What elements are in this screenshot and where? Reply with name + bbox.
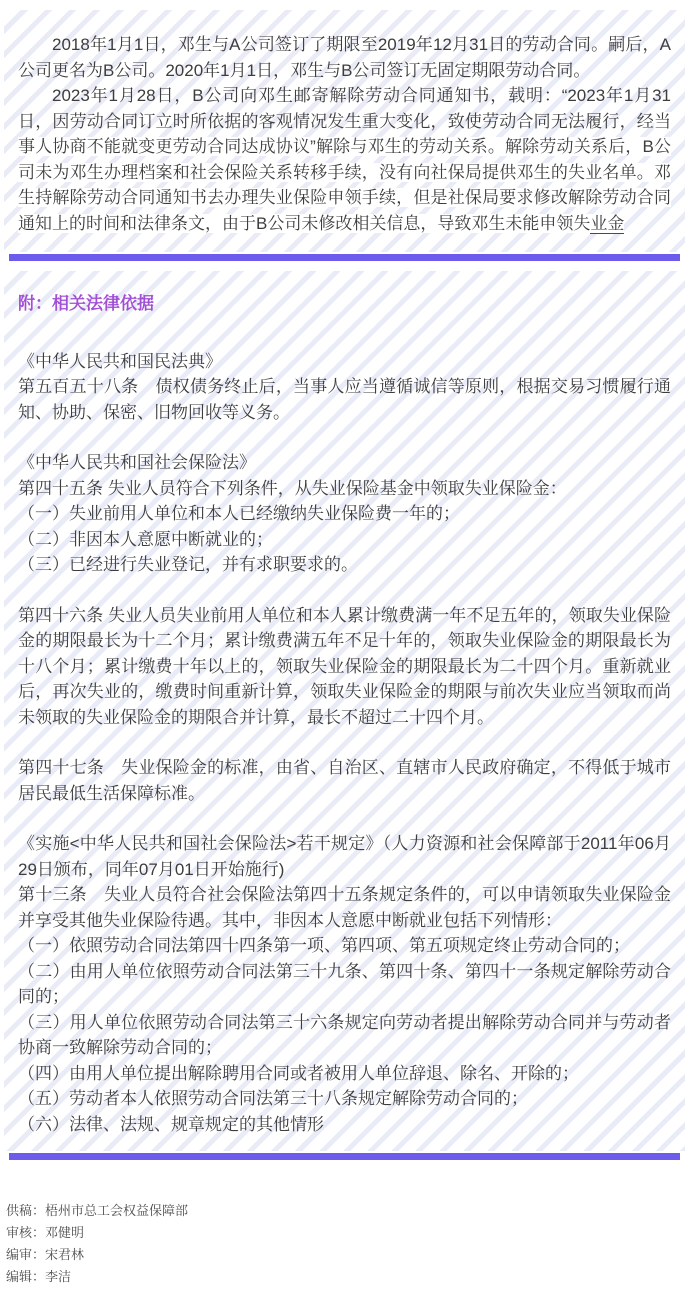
law-title-social-insurance: 《中华人民共和国社会保险法》: [18, 453, 256, 472]
law-title-civil-code: 《中华人民共和国民法典》: [18, 351, 222, 371]
legal-paragraph: 第十三条 失业人员符合社会保险法第四十五条规定条件的，可以申请领取失业保险金并享受其他失业保险待遇。其中，非因本人意愿中断就业包括下列情形：: [18, 885, 671, 930]
credit-line-editor: 编辑：李洁: [6, 1269, 72, 1284]
section-divider-bar-top: [9, 254, 680, 261]
case-paragraph-2-text: 2023年1月28日，B公司向邓生邮寄解除劳动合同通知书，载明：“2023年1月31日，因劳动合同订立时所依据的客观情况发生重大变化，致使劳动合同无法履行，经: [18, 86, 671, 131]
credits-footer: [0, 1200, 689, 1288]
legal-paragraph: 第四十五条 失业人员符合下列条件，从失业保险基金中领取失业保险金：: [18, 478, 567, 498]
legal-list-item: （五）劳动者本人依照劳动合同法第三十八条规定解除劳动合同的；: [18, 1089, 528, 1108]
credit-line-contributor: 供稿：梧州市总工会权益保障部: [6, 1203, 189, 1218]
credit-line-editor-reviewer: 编审：宋君林: [6, 1247, 85, 1262]
legal-list-item: （二）非因本人意愿中断就业的；: [18, 529, 273, 549]
legal-list-item: （三）已经进行失业登记，并有求职要求的。: [18, 555, 358, 574]
legal-paragraph: 第五百五十八条 债权债务终止后，当事人应当遵循诚信等原则，根据交易习惯履行通知、协助、保密、旧物回收等义务。: [18, 377, 671, 422]
law-title-implementation-rules: 《实施<中华人民共和国社会保险法>若干规定》（人力资源和社会保障部于2011年06月29日颁布，同年07月01日开始施行): [18, 834, 671, 879]
case-section: [4, 10, 685, 252]
legal-list-item: （一）失业前用人单位和本人已经缴纳失业保险费一年的；: [18, 504, 460, 523]
legal-paragraph: 第四十六条 失业人员失业前用人单位和本人累计缴费满一年不足五年的，领取失业保险金的期限最长为十二个月；累计缴费满五年不足十年的，领取失业保险金的期限最长为十八个月；累计缴费十年以上的，领取失业保险金的期限最长为二十四个月。重新就业后，再次失业的，缴费时间重新计算，领取失业保险金的期限与前次失业应当领取而尚未领取的失业保险金的期限合并计算，最长不超过二十四个月。: [18, 605, 671, 727]
case-paragraph-1: 2018年1月1日，邓生与A公司签订了期限至2019年12月31日的劳动合同。嗣后，A公司更名为B公司。2020年1月1日，邓生与B公司签订无固定期限劳动合同。: [18, 35, 671, 80]
legal-list-item: （四）由用人单位提出解除聘用合同或者被用人单位辞退、除名、开除的；: [18, 1063, 579, 1083]
case-paragraph-2-highlighted-text: 当事人协商不能就变更劳动合同达成协议”解除与邓生的劳动关系。解除劳动关系后，B公司未为邓生办理档案和社会保险关系转移手续，没有向社保局提供邓生的失业名单。邓生持解除劳动合同通知书去办理失业保险申领手续，但是社保局要求修改解除劳动合同通知上的时间和法律条文，由于B公司未修改相关信息，导致邓生未能申领失: [18, 111, 671, 233]
legal-paragraph: 第四十七条 失业保险金的标准，由省、自治区、直辖市人民政府确定，不得低于城市居民最低生活保障标准。: [18, 758, 671, 803]
legal-list-item: （六）法律、法规、规章规定的其他情形: [18, 1114, 324, 1134]
legal-list-item: （三）用人单位依照劳动合同法第三十六条规定向劳动者提出解除劳动合同并与劳动者协商一致解除劳动合同的；: [18, 1012, 671, 1057]
legal-basis-heading: 附：相关法律依据: [18, 294, 154, 313]
legal-basis-section: [4, 271, 685, 1151]
credit-line-reviewer: 审核：邓健明: [6, 1225, 85, 1240]
legal-list-item: （二）由用人单位依照劳动合同法第三十九条、第四十条、第四十一条规定解除劳动合同的；: [18, 961, 671, 1006]
case-paragraph-2: [18, 83, 671, 236]
section-divider-bar-bottom: [9, 1153, 680, 1160]
case-paragraph-2-underlined-text: 业金: [590, 213, 625, 233]
legal-list-item: （一）依照劳动合同法第四十四条第一项、第四项、第五项规定终止劳动合同的；: [18, 936, 630, 955]
